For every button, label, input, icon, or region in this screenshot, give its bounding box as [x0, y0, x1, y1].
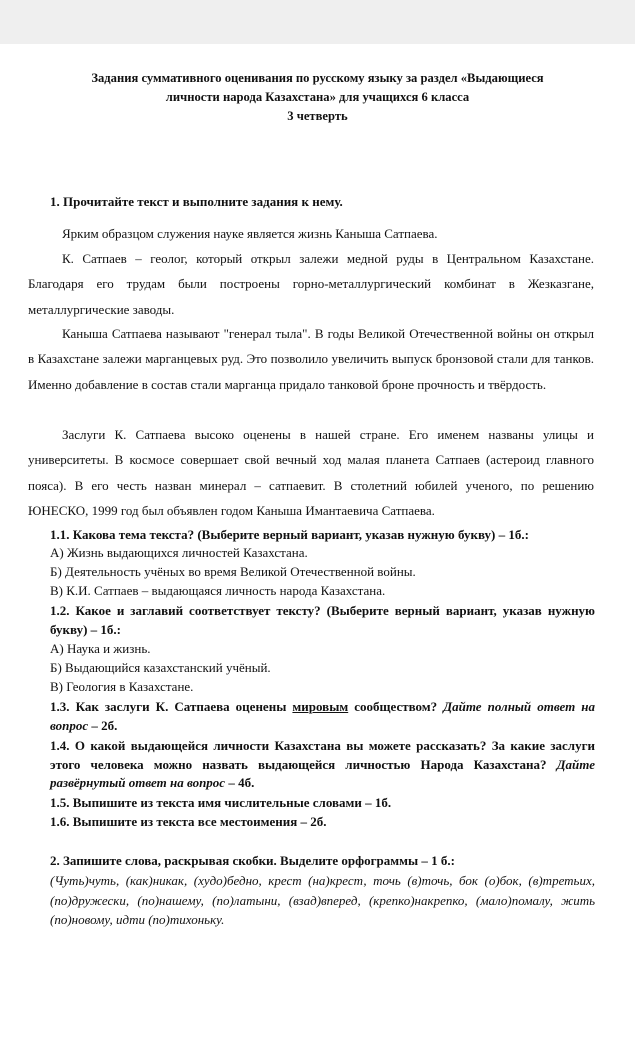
question-1-1: 1.1. Какова тема текста? (Выберите верный вариант, указав нужную букву) – 1б.: [50, 527, 529, 542]
document-title [40, 69, 595, 126]
q1-1-option-b: Б) Деятельность учёных во время Великой Отечественной войны. [50, 564, 416, 579]
task1-heading: 1. Прочитайте текст и выполните задания к нему. [50, 194, 343, 209]
question-1-2: 1.2. Какое и заглавий соответствует тексту? (Выберите верный вариант, указав нужную букву) – 1б.: [50, 603, 595, 637]
text-paragraph-2: К. Сатпаев – геолог, который открыл залежи медной руды в Центральном Казахстане. Благодаря его трудам были построены горно-металлургический комбинат в Жезказгане, металлургические заводы. [28, 251, 594, 317]
question-1-4 [50, 737, 595, 793]
q1-2-option-b: Б) Выдающийся казахстанский учёный. [50, 660, 271, 675]
q1-3-text: 1.3. Как заслуги К. Сатпаева оценены [50, 699, 293, 714]
task2-heading: 2. Запишите слова, раскрывая скобки. Выделите орфограммы – 1 б.: [50, 853, 455, 868]
text-paragraph-3: Каныша Сатпаева называют "генерал тыла". В годы Великой Отечественной войны он открыл в Казахстане залежи марганцевых руд. Это позволило увеличить выпуск бронзовой стали для танков. Именно добавление в состав стали марганца придало танковой броне прочность и твёрдость. [28, 326, 594, 392]
q1-3-underlined: мировым [292, 699, 349, 714]
q1-1-option-a: А) Жизнь выдающихся личностей Казахстана. [50, 545, 308, 560]
top-bar [0, 0, 635, 44]
task2-words: (Чуть)чуть, (как)никак, (худо)бедно, крест (на)крест, точь (в)точь, бок (о)бок, (в)третьих, (по)дружески, (по)нашему, (по)латыни, (взад)вперед, (крепко)накрепко, (мало)помалу, жить (по)новому, идти (по)тихоньку. [50, 873, 595, 927]
title-line-1: Задания суммативного оценивания по русскому языку за раздел «Выдающиеся [91, 71, 544, 85]
text-paragraph-1: Ярким образцом служения науке является жизнь Каныша Сатпаева. [62, 226, 438, 241]
q1-1-option-c: В) К.И. Сатпаев – выдающаяся личность народа Казахстана. [50, 583, 386, 598]
q1-2-option-a: А) Наука и жизнь. [50, 641, 151, 656]
q1-3-points: – 2б. [88, 717, 118, 733]
question-1-3 [50, 698, 595, 735]
q1-2-option-c: В) Геология в Казахстане. [50, 679, 194, 694]
title-line-2: личности народа Казахстана» для учащихся 6 класса [165, 90, 470, 104]
question-1-5: 1.5. Выпишите из текста имя числительные словами – 1б. [50, 795, 392, 810]
q1-4-points: – 4б. [225, 775, 255, 790]
q1-3-text-2: сообществом? [348, 699, 444, 714]
q1-4-text: 1.4. О какой выдающейся личности Казахстана вы можете рассказать? За какие заслуги этого человека можно назвать выдающейся личностью Народа Казахстана? [50, 738, 595, 772]
question-1-6: 1.6. Выпишите из текста все местоимения – 2б. [50, 814, 327, 829]
title-line-3: 3 четверть [287, 109, 348, 123]
text-paragraph-4: Заслуги К. Сатпаева высоко оценены в нашей стране. Его именем названы улицы и университеты. В космосе совершает свой вечный ход малая планета Сатпаев (астероид главного пояса). В его честь назван минерал – сатпаевит. В столетний юбилей ученого, по решению ЮНЕСКО, 1999 год был объявлен годом Каныша Имантаевича Сатпаева. [28, 427, 594, 518]
q1-3-instruction: Дайте полный ответ на вопрос [50, 699, 595, 733]
q1-4-instruction: Дайте развёрнутый ответ на вопрос [50, 756, 595, 790]
